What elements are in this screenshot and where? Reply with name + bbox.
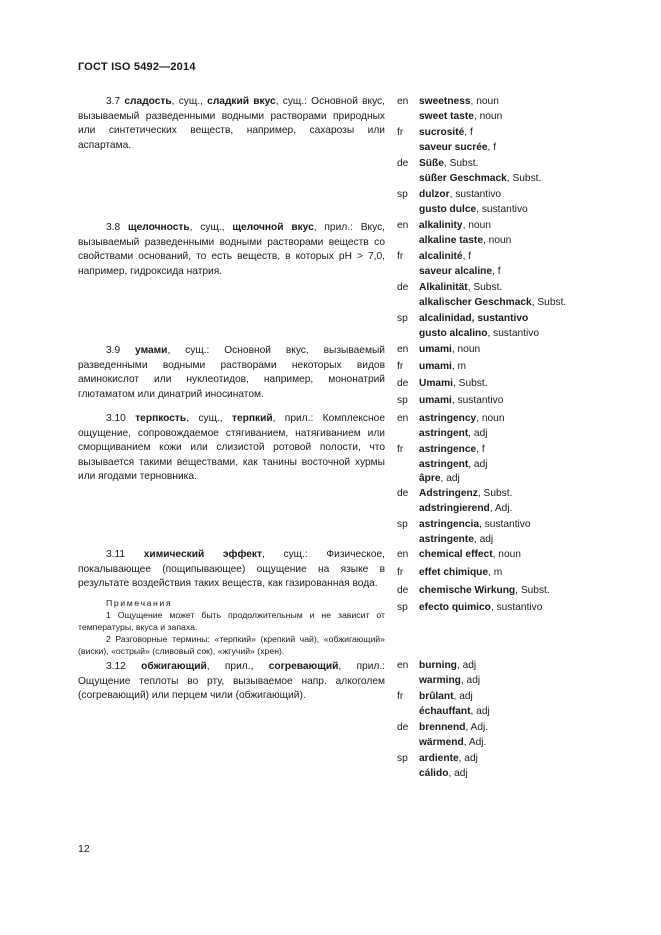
entry-grammar: , сущ., xyxy=(189,222,233,233)
lang-code: de xyxy=(397,282,409,293)
entry-number: 3.11 xyxy=(106,549,126,560)
translation-term: umami, noun xyxy=(419,344,481,355)
entry-3-7 xyxy=(78,95,385,153)
translation-term: astringency, noun xyxy=(419,413,505,424)
entry-synonym: щелочной вкус xyxy=(232,222,314,233)
lang-code: fr xyxy=(397,444,404,455)
translation-term: sweetness, noun xyxy=(419,96,499,107)
notes-title: Примечания xyxy=(106,598,173,608)
lang-code: de xyxy=(397,722,409,733)
translation-row xyxy=(397,360,647,375)
lang-code: fr xyxy=(397,691,404,702)
translation-term: brûlant, adj xyxy=(419,691,473,702)
translation-term: saveur alcaline, f xyxy=(419,265,501,277)
notes-block xyxy=(78,597,385,657)
translation-term: gusto dulce, sustantivo xyxy=(419,203,528,215)
entry-definition: , сущ.: Основной вкус, вызываемый разведенными водными растворами некоторых видов аминокислот или нуклеотидов, например, мононатрий глютаматом или динатрий иносинатом. xyxy=(78,345,385,400)
lang-code: fr xyxy=(397,127,404,138)
translation-row xyxy=(397,601,647,616)
translation-term: astringent, adj xyxy=(419,458,488,470)
entry-3-12 xyxy=(78,660,385,704)
entry-3-10 xyxy=(78,412,385,485)
translation-row xyxy=(397,188,647,217)
translation-row xyxy=(397,584,647,599)
translation-term: efecto quimico, sustantivo xyxy=(419,602,543,613)
lang-code: en xyxy=(397,413,409,424)
lang-code: sp xyxy=(397,602,408,613)
translation-term: Umami, Subst. xyxy=(419,378,488,389)
lang-code: sp xyxy=(397,313,408,324)
entry-3-8 xyxy=(78,221,385,279)
translation-term: sweet taste, noun xyxy=(419,110,503,122)
translation-term: échauffant, adj xyxy=(419,705,490,717)
entry-synonym: согревающий xyxy=(268,661,339,672)
translation-row xyxy=(397,752,647,781)
translation-term: alkalinity, noun xyxy=(419,220,491,231)
translation-term: brennend, Adj. xyxy=(419,722,489,733)
entry-number: 3.9 xyxy=(106,345,121,356)
entry-number: 3.8 xyxy=(106,222,121,233)
translation-row xyxy=(397,377,647,392)
translation-row xyxy=(397,690,647,719)
translation-term: astringencia, sustantivo xyxy=(419,519,531,530)
translation-row xyxy=(397,659,647,688)
lang-code: en xyxy=(397,96,409,107)
entry-term: обжигающий xyxy=(141,661,207,672)
translation-row xyxy=(397,312,647,341)
translation-term: umami, sustantivo xyxy=(419,395,504,406)
entry-3-9 xyxy=(78,344,385,402)
lang-code: en xyxy=(397,344,409,355)
translation-row xyxy=(397,281,647,310)
translation-term: wärmend, Adj. xyxy=(419,736,487,748)
translation-term: Adstringenz, Subst. xyxy=(419,488,513,499)
translation-term: effet chimique, m xyxy=(419,567,503,578)
translation-term: gusto alcalino, sustantivo xyxy=(419,327,540,339)
translation-term: saveur sucrée, f xyxy=(419,141,497,153)
translation-row xyxy=(397,343,647,358)
lang-code: de xyxy=(397,488,409,499)
translation-term: warming, adj xyxy=(419,674,481,686)
entry-grammar: , сущ., xyxy=(186,413,232,424)
translation-row xyxy=(397,548,647,563)
translation-term: dulzor, sustantivo xyxy=(419,189,502,200)
translation-term: ardiente, adj xyxy=(419,753,478,764)
lang-code: en xyxy=(397,220,409,231)
translation-term: alcalinidad, sustantivo xyxy=(419,313,529,324)
lang-code: de xyxy=(397,585,409,596)
entry-term: умами xyxy=(135,345,168,356)
entry-definition: , прил.: Вкус, вызываемый разведенными водными растворами веществ со свойствами оснований, то есть веществ, в которых pH > 7,0, например, гидроксида натрия. xyxy=(78,222,385,277)
entry-number: 3.10 xyxy=(106,413,126,424)
translation-row xyxy=(397,443,647,487)
entry-term: щелочность xyxy=(128,222,190,233)
lang-code: fr xyxy=(397,361,404,372)
translation-row xyxy=(397,250,647,279)
entry-definition: , сущ.: Физическое, покалывающее (пощипывающее) ощущение на языке в результате воздействия таких веществ, как газированная вода. xyxy=(78,549,385,590)
translation-term: chemical effect, noun xyxy=(419,549,521,560)
translation-term: alkalischer Geschmack, Subst. xyxy=(419,296,567,308)
entry-definition: , прил.: Комплексное ощущение, сопровождаемое стягиванием, натягиванием или сморщиванием кожи или слизистой ротовой полости, что вызывается такими веществами, как танины восточной хурмы или ягодами терновника. xyxy=(78,413,385,483)
lang-code: sp xyxy=(397,753,408,764)
translation-term: âpre, adj xyxy=(419,473,460,484)
entry-number: 3.12 xyxy=(106,661,126,672)
entry-term: сладость xyxy=(124,96,172,107)
translation-row xyxy=(397,157,647,186)
translation-row xyxy=(397,518,647,547)
lang-code: fr xyxy=(397,251,404,262)
entry-grammar: , сущ., xyxy=(171,96,208,107)
translation-term: adstringierend, Adj. xyxy=(419,502,513,514)
translation-term: chemische Wirkung, Subst. xyxy=(419,585,550,596)
entry-synonym: сладкий вкус xyxy=(207,96,276,107)
lang-code: sp xyxy=(397,519,408,530)
entry-grammar: , прил., xyxy=(206,661,269,672)
lang-code: en xyxy=(397,549,409,560)
lang-code: sp xyxy=(397,189,408,200)
entry-3-11 xyxy=(78,548,385,592)
document-header: ГОСТ ISO 5492—2014 xyxy=(78,61,196,73)
entry-synonym: терпкий xyxy=(231,413,273,424)
translation-row xyxy=(397,219,647,248)
entry-number: 3.7 xyxy=(106,96,121,107)
translation-row xyxy=(397,394,647,409)
translation-term: sucrosité, f xyxy=(419,127,473,138)
translation-row xyxy=(397,487,647,516)
lang-code: de xyxy=(397,378,409,389)
translation-row xyxy=(397,95,647,124)
translation-row xyxy=(397,721,647,750)
note-item: 2 Разговорные термины: «терпкий» (крепкий чай), «обжигающий» (виски), «острый» (сливовый сок), «жгучий» (хрен). xyxy=(78,634,385,656)
entry-term: терпкость xyxy=(135,413,187,424)
translation-term: burning, adj xyxy=(419,660,477,671)
translation-term: astringence, f xyxy=(419,444,485,455)
translation-term: Alkalinität, Subst. xyxy=(419,282,503,293)
lang-code: de xyxy=(397,158,409,169)
lang-code: fr xyxy=(397,567,404,578)
translation-row xyxy=(397,126,647,155)
note-item: 1 Ощущение может быть продолжительным и не зависит от температуры, вкуса и запаха. xyxy=(78,610,385,632)
translation-row xyxy=(397,412,647,441)
translation-term: astringente, adj xyxy=(419,533,494,545)
entry-definition: , сущ.: Основной вкус, вызываемый разведенными водными растворами природных или синтетических веществ, например, сахарозы или аспартама. xyxy=(78,96,385,151)
lang-code: en xyxy=(397,660,409,671)
entry-definition: , прил.: Ощущение теплоты во рту, вызываемое напр. алкоголем (согревающий) или перцем чили (обжигающий). xyxy=(78,661,385,702)
translation-term: Süße, Subst. xyxy=(419,158,479,169)
translation-term: umami, m xyxy=(419,361,466,372)
lang-code: sp xyxy=(397,395,408,406)
translation-term: alcalinité, f xyxy=(419,251,472,262)
translation-row xyxy=(397,566,647,581)
translation-term: alkaline taste, noun xyxy=(419,234,512,246)
page-number: 12 xyxy=(78,843,90,855)
translation-term: süßer Geschmack, Subst. xyxy=(419,172,542,184)
entry-term: химический эффект xyxy=(143,549,262,560)
translation-term: cálido, adj xyxy=(419,767,468,779)
translation-term: astringent, adj xyxy=(419,427,488,439)
